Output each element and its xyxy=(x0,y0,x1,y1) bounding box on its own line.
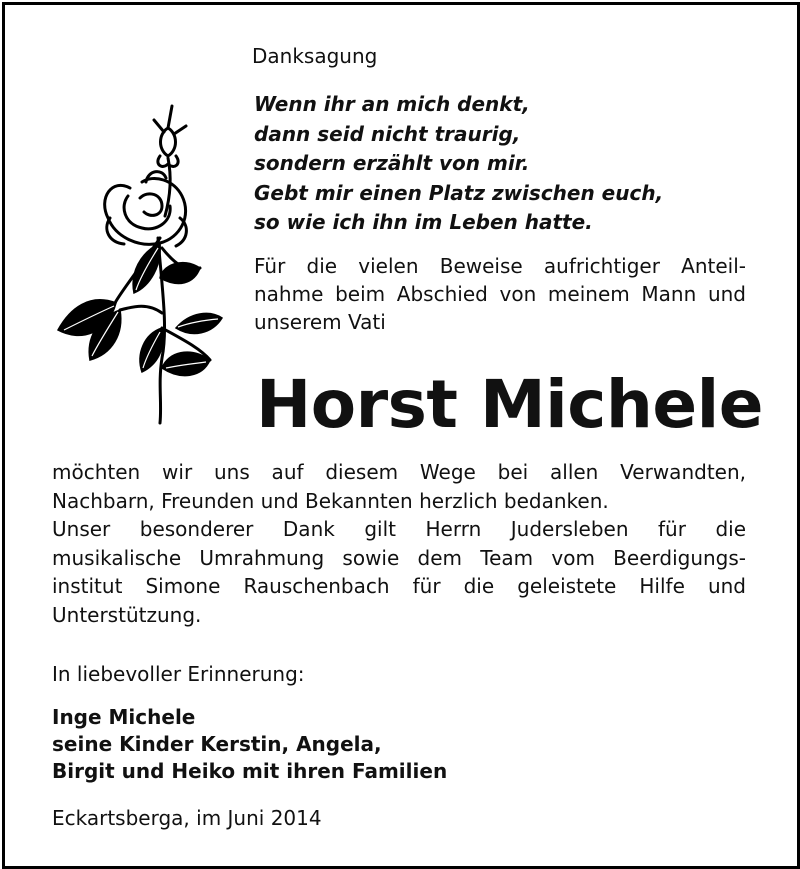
body-line: Unterstützung. xyxy=(52,602,202,627)
rose-icon xyxy=(50,98,230,428)
body-text xyxy=(52,458,746,629)
intro-line: nahme beim Abschied von meinem Mann und xyxy=(254,282,746,306)
poem-line: Wenn ihr an mich denkt, xyxy=(254,92,530,116)
poem xyxy=(254,90,663,238)
signer-line: Birgit und Heiko mit ihren Familien xyxy=(52,759,448,783)
intro-line: Für die vielen Beweise aufrichtiger Anteil- xyxy=(254,254,746,278)
intro-text xyxy=(254,252,746,336)
poem-line: sondern erzählt von mir. xyxy=(254,151,530,175)
poem-line: dann seid nicht traurig, xyxy=(254,121,521,146)
poem-line: so wie ich ihn im Leben hatte. xyxy=(254,210,593,234)
place-date: Eckartsberga, im Juni 2014 xyxy=(52,806,322,830)
intro-line: unserem Vati xyxy=(254,310,386,334)
body-line: möchten wir uns auf diesem Wege bei allen Verwandten, xyxy=(52,460,746,484)
body-line: institut Simone Rauschenbach für die geleistete Hilfe und xyxy=(52,574,746,598)
signers xyxy=(52,704,447,785)
signer-line: seine Kinder Kerstin, Angela, xyxy=(52,732,382,756)
deceased-name: Horst Michele xyxy=(256,366,763,443)
body-line: Nachbarn, Freunden und Bekannten herzlich bedanken. xyxy=(52,488,609,513)
body-line: Unser besonderer Dank gilt Herrn Judersleben für die xyxy=(52,517,746,541)
heading: Danksagung xyxy=(252,44,378,68)
closing-line: In liebevoller Erinnerung: xyxy=(52,662,305,686)
signer-line: Inge Michele xyxy=(52,705,196,729)
poem-line: Gebt mir einen Platz zwischen euch, xyxy=(254,180,664,205)
body-line: musikalische Umrahmung sowie dem Team vom Beerdigungs- xyxy=(52,545,746,570)
